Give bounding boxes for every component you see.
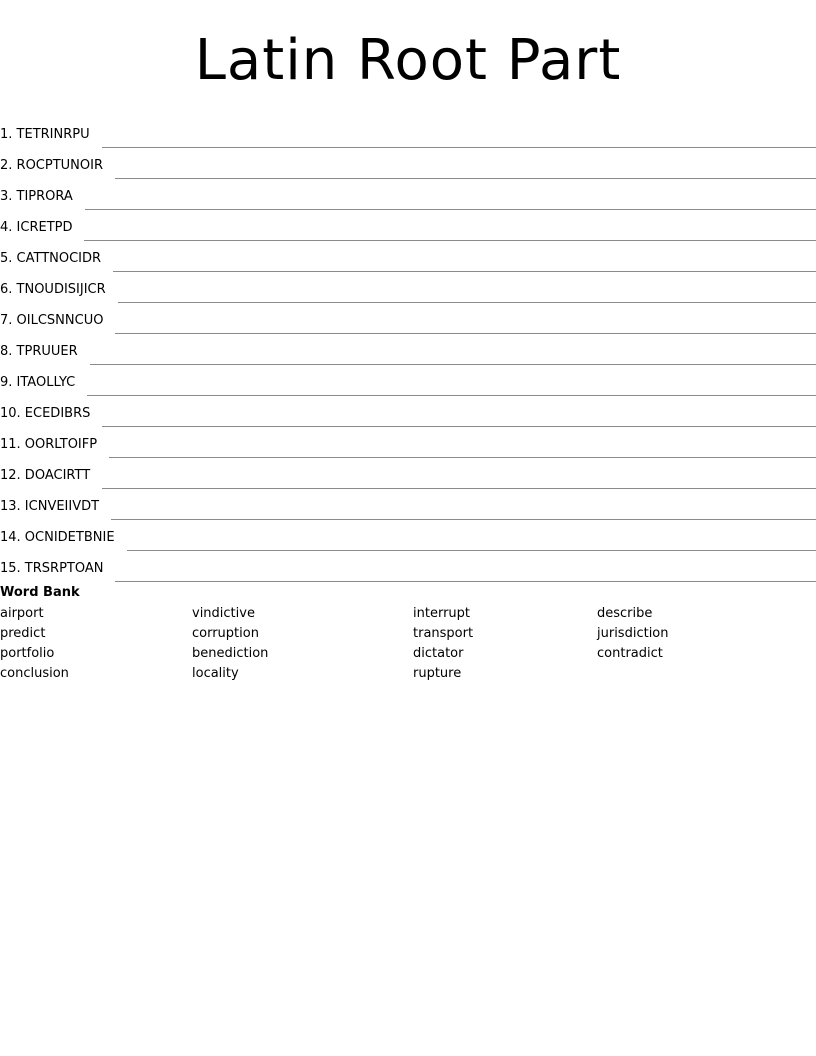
word-bank-item: corruption xyxy=(192,626,259,641)
answer-line[interactable] xyxy=(115,333,816,334)
word-bank-item: interrupt xyxy=(413,606,470,621)
answer-line[interactable] xyxy=(87,395,816,396)
word-bank-column xyxy=(413,604,473,684)
word-bank-item: conclusion xyxy=(0,666,69,681)
question-label: 12. DOACIRTT xyxy=(0,468,91,483)
answer-line[interactable] xyxy=(84,240,816,241)
word-bank-item: benediction xyxy=(192,646,269,661)
answer-line[interactable] xyxy=(118,302,816,303)
word-bank-item: locality xyxy=(192,666,239,681)
answer-line[interactable] xyxy=(102,488,816,489)
answer-line[interactable] xyxy=(102,426,816,427)
question-label: 11. OORLTOIFP xyxy=(0,437,98,452)
word-bank-column xyxy=(192,604,268,684)
word-bank-item: predict xyxy=(0,626,46,641)
question-list xyxy=(0,112,816,577)
question-row xyxy=(0,112,816,143)
answer-line[interactable] xyxy=(115,178,816,179)
question-label: 13. ICNVEIIVDT xyxy=(0,499,100,514)
answer-line[interactable] xyxy=(127,550,816,551)
question-label: 5. CATTNOCIDR xyxy=(0,251,102,266)
page-title: Latin Root Part xyxy=(194,28,622,93)
word-bank-item: vindictive xyxy=(192,606,255,621)
answer-line[interactable] xyxy=(111,519,816,520)
question-label: 9. ITAOLLYC xyxy=(0,375,76,390)
answer-line[interactable] xyxy=(85,209,816,210)
answer-line[interactable] xyxy=(113,271,816,272)
question-label: 3. TIPRORA xyxy=(0,189,73,204)
word-bank-item: transport xyxy=(413,626,474,641)
question-label: 14. OCNIDETBNIE xyxy=(0,530,115,545)
question-label: 15. TRSRPTOAN xyxy=(0,561,104,576)
word-bank-item: rupture xyxy=(413,666,462,681)
word-bank-column xyxy=(0,604,69,684)
word-bank-item: jurisdiction xyxy=(597,626,669,641)
word-bank-column xyxy=(597,604,669,664)
word-bank-item: portfolio xyxy=(0,646,55,661)
answer-line[interactable] xyxy=(109,457,816,458)
question-label: 8. TPRUUER xyxy=(0,344,78,359)
question-label: 4. ICRETPD xyxy=(0,220,73,235)
question-label: 6. TNOUDISIJICR xyxy=(0,282,106,297)
question-label: 2. ROCPTUNOIR xyxy=(0,158,103,173)
question-label: 7. OILCSNNCUO xyxy=(0,313,104,328)
word-bank-item: dictator xyxy=(413,646,464,661)
question-label: 1. TETRINRPU xyxy=(0,127,90,142)
answer-line[interactable] xyxy=(115,581,816,582)
word-bank-item: airport xyxy=(0,606,44,621)
word-bank-title: Word Bank xyxy=(0,585,80,600)
answer-line[interactable] xyxy=(90,364,816,365)
word-bank-item: contradict xyxy=(597,646,663,661)
answer-line[interactable] xyxy=(102,147,816,148)
word-bank-item: describe xyxy=(597,606,653,621)
question-label: 10. ECEDIBRS xyxy=(0,406,91,421)
